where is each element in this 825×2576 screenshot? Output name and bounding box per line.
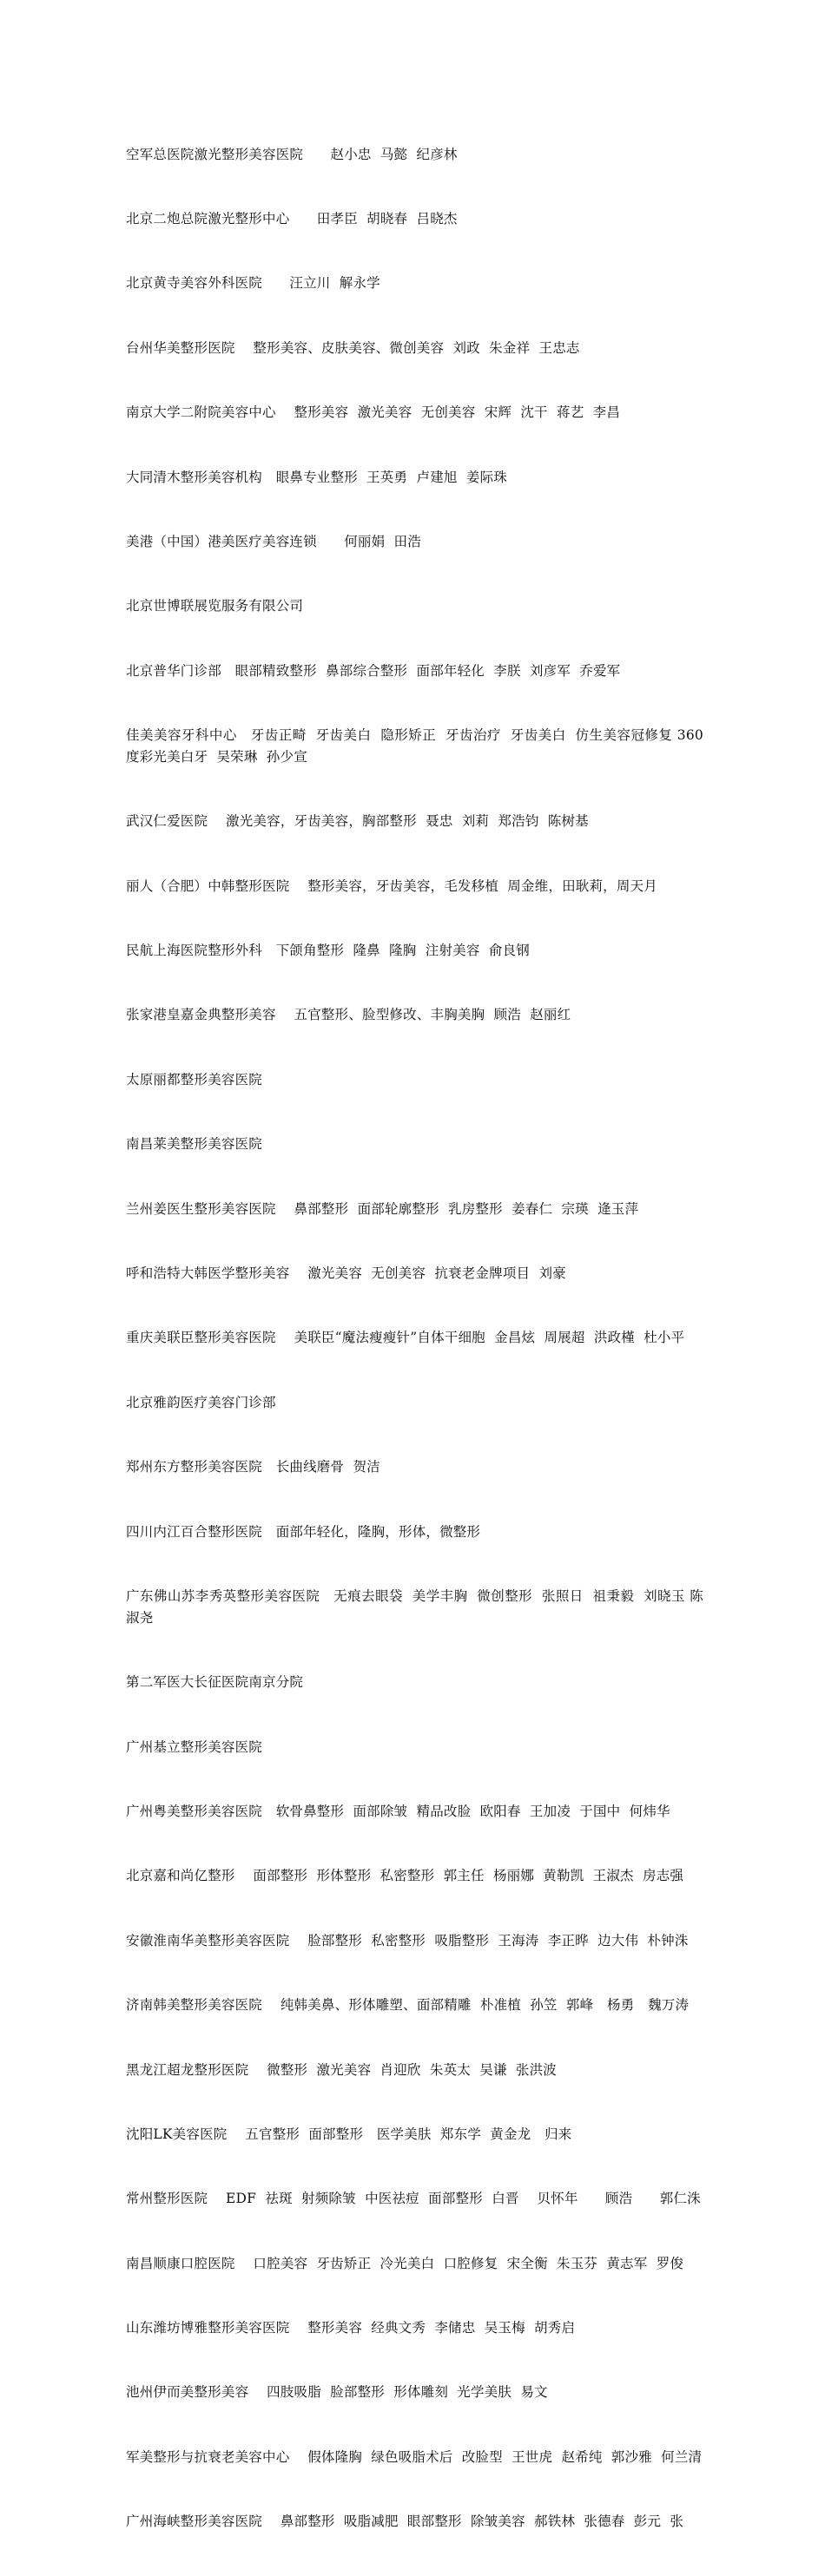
text-line: 民航上海医院整形外科 下颌角整形 隆鼻 隆胸 注射美容 俞良钢 <box>126 943 530 959</box>
text-line: 兰州姜医生整形美容医院 鼻部整形 面部轮廓整形 乳房整形 姜春仁 宗瑛 逄玉萍 <box>126 1200 639 1217</box>
text-line: 池州伊而美整形美容 四肢吸脂 脸部整形 形体雕刻 光学美肤 易文 <box>126 2384 548 2401</box>
text-line: 北京雅韵医疗美容门诊部 <box>126 1394 276 1410</box>
text-line: 安徽淮南华美整形美容医院 脸部整形 私密整形 吸脂整形 王海涛 李正晔 边大伟 朴钟洙 <box>126 1932 689 1948</box>
text-line: 南昌顺康口腔医院 口腔美容 牙齿矫正 冷光美白 口腔修复 宋全衡 朱玉芬 黄志军 罗俊 <box>126 2255 684 2271</box>
text-line: 广州基立整形美容医院 <box>126 1738 263 1755</box>
text-line: 台州华美整形医院 整形美容、皮肤美容、微创美容 刘政 朱金祥 王忠志 <box>126 339 580 356</box>
text-line: 济南韩美整形美容医院 纯韩美鼻、形体雕塑、面部精雕 朴准植 孙笠 郭峰 杨勇 魏万涛 <box>126 1997 690 2014</box>
text-line: 广东佛山苏李秀英整形美容医院 无痕去眼袋 美学丰胸 微创整形 张照日 祖秉毅 刘晓玉 陈淑尧 <box>126 1587 703 1626</box>
text-line: 北京二炮总院激光整形中心 田孝臣 胡晓春 吕晓杰 <box>126 210 458 227</box>
text-line: 武汉仁爱医院 激光美容，牙齿美容，胸部整形 聂忠 刘莉 郑浩钧 陈树基 <box>126 813 589 830</box>
text-line: 广州粤美整形美容医院 软骨鼻整形 面部除皱 精品改脸 欧阳春 王加凌 于国中 何炜华 <box>126 1803 670 1819</box>
text-line: 郑州东方整形美容医院 长曲线磨骨 贺洁 <box>126 1459 380 1475</box>
text-line: 呼和浩特大韩医学整形美容 激光美容 无创美容 抗衰老金牌项目 刘豪 <box>126 1265 566 1282</box>
text-line: 北京黄寺美容外科医院 汪立川 解永学 <box>126 275 380 292</box>
text-line: 南京大学二附院美容中心 整形美容 激光美容 无创美容 宋辉 沈干 蒋艺 李昌 <box>126 404 621 421</box>
text-line: 北京嘉和尚亿整形 面部整形 形体整形 私密整形 郭主任 杨丽娜 黄勒凯 王淑杰 房志强 <box>126 1868 684 1884</box>
text-line: 四川内江百合整形医院 面部年轻化，隆胸，形体，微整形 <box>126 1523 481 1540</box>
text-line: 常州整形医院 EDF 祛斑 射频除皱 中医祛痘 面部整形 白晋 贝怀年 顾浩 郭仁洙 <box>126 2191 701 2207</box>
text-line: 美港（中国）港美医疗美容连锁 何丽娟 田浩 <box>126 533 421 549</box>
text-line: 第二军医大长征医院南京分院 <box>126 1674 304 1691</box>
text-line: 南昌莱美整形美容医院 <box>126 1136 263 1153</box>
text-line: 太原丽都整形美容医院 <box>126 1071 263 1088</box>
text-line: 广州海峡整形美容医院 鼻部整形 吸脂减肥 眼部整形 除皱美容 郝铁林 张德春 彭元 张 <box>126 2514 684 2530</box>
document-body <box>126 101 703 2576</box>
text-line: 大同清木整形美容机构 眼鼻专业整形 王英勇 卢建旭 姜际珠 <box>126 469 507 485</box>
text-line: 北京普华门诊部 眼部精致整形 鼻部综合整形 面部年轻化 李朕 刘彦军 乔爱军 <box>126 662 621 679</box>
text-line: 山东潍坊博雅整形美容医院 整形美容 经典文秀 李储忠 吴玉梅 胡秀启 <box>126 2320 576 2336</box>
text-line: 空军总医院激光整形美容医院 赵小忠 马懿 纪彦林 <box>126 146 458 162</box>
text-line: 重庆美联臣整形美容医院 美联臣“魔法瘦瘦针”自体干细胞 金昌炫 周展超 洪政槿 杜小平 <box>126 1330 685 1346</box>
text-line: 军美整形与抗衰老美容中心 假体隆胸 绿色吸脂术后 改脸型 王世虎 赵希纯 郭沙雅 何兰清 <box>126 2448 703 2465</box>
text-line: 黑龙江超龙整形医院 微整形 激光美容 肖迎欣 朱英太 吴谦 张洪波 <box>126 2061 557 2078</box>
text-line: 北京世博联展览服务有限公司 <box>126 598 304 614</box>
text-line: 张家港皇嘉金典整形美容 五官整形、脸型修改、丰胸美胸 顾浩 赵丽红 <box>126 1007 571 1023</box>
text-line: 佳美美容牙科中心 牙齿正畸 牙齿美白 隐形矫正 牙齿治疗 牙齿美白 仿生美容冠修复 360度彩光美白牙 吴荣琳 孙少宣 <box>126 727 703 765</box>
text-line: 沈阳LK美容医院 五官整形 面部整形 医学美肤 郑东学 黄金龙 归来 <box>126 2126 572 2142</box>
text-line: 丽人（合肥）中韩整形医院 整形美容，牙齿美容，毛发移植 周金维，田耿莉，周天月 <box>126 877 657 894</box>
